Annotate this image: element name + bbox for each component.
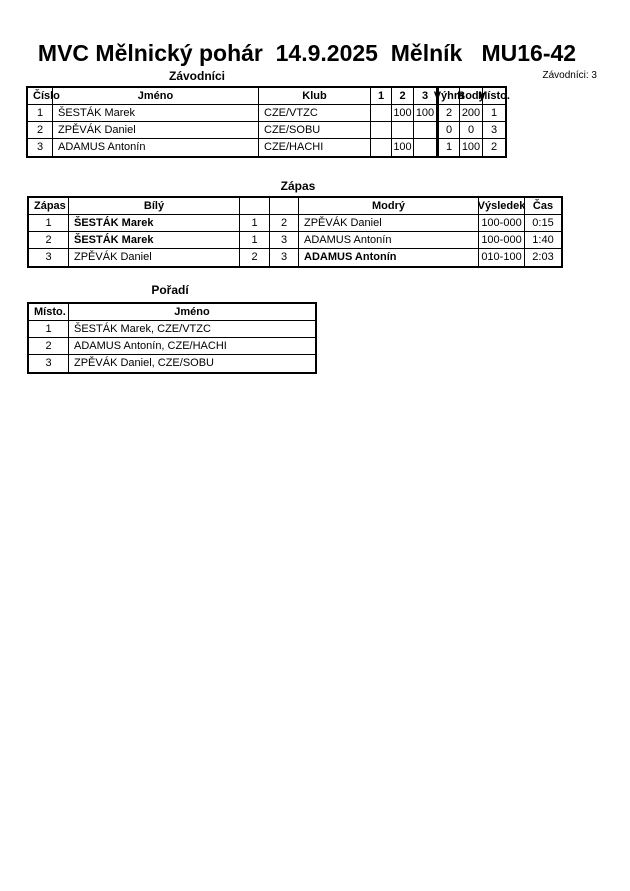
col-header-opp1: 1 [371,88,392,105]
match-result: 010-100 [479,249,525,266]
points: 200 [460,105,483,122]
result-vs-1 [371,105,392,122]
wins-count: 0 [436,122,460,139]
col-header-modry: Modrý [299,198,479,215]
rank-place: 2 [29,338,69,355]
competitors-table [26,86,510,158]
competitor-club: CZE/HACHI [259,139,371,156]
col-header-num2 [270,198,299,215]
rank-name: ŠESTÁK Marek, CZE/VTZC [69,321,315,338]
result-vs-3 [414,122,437,139]
rank-name: ZPĚVÁK Daniel, CZE/SOBU [74,357,214,369]
competitor-number: 1 [28,105,53,122]
competitor-club: CZE/SOBU [259,122,371,139]
white-player: ŠESTÁK Marek [69,232,240,249]
col-header-num1 [240,198,270,215]
col-header-vysledek: Výsledek [479,198,525,215]
rank-name: ADAMUS Antonín, CZE/HACHI [69,338,315,355]
blue-player: ADAMUS Antonín [299,249,479,266]
section-title-zapas: Zápas [280,179,316,193]
col-header-misto: Místo. [483,88,505,105]
result-vs-3 [414,139,437,156]
match-number: 3 [29,249,69,266]
competitor-name: ZPĚVÁK Daniel [53,122,259,139]
blue-number: 3 [270,232,299,249]
match-time: 2:03 [532,251,554,263]
col-header-opp2: 2 [392,88,414,105]
competitor-club: CZE/VTZC [259,105,371,122]
col-header-vyhra: Výhra [436,88,460,105]
col-header-cislo: Číslo [28,88,53,105]
wins-count: 1 [436,139,460,156]
white-player: ŠESTÁK Marek [69,215,240,232]
rank-place: 1 [29,321,69,338]
col-header-jmeno: Jméno [53,88,259,105]
match-time: 0:15 [525,215,561,232]
col-header-cas: Čas [525,198,561,215]
col-header-klub: Klub [259,88,371,105]
ranking-table [27,302,317,374]
section-title-poradi: Pořadí [151,283,189,297]
blue-player: ADAMUS Antonín [299,232,479,249]
matches-table [27,196,563,268]
result-vs-3: 100 [414,105,437,122]
section-title-zavodnici: Závodníci [168,69,225,83]
rank-place: 3 [29,355,69,372]
col-header-jmeno: Jméno [69,304,315,321]
points: 100 [460,139,483,156]
place: 1 [483,105,505,122]
place: 3 [483,122,505,139]
match-result: 100-000 [479,232,525,249]
match-number: 1 [29,215,69,232]
white-number: 2 [240,249,270,266]
col-header-opp3: 3 [414,88,437,105]
blue-number: 2 [270,215,299,232]
points: 0 [460,122,483,139]
match-number: 2 [29,232,69,249]
match-result: 100-000 [479,215,525,232]
col-header-body: Body [460,88,483,105]
result-vs-1 [371,139,392,156]
white-player: ZPĚVÁK Daniel [69,249,240,266]
competitor-name: ADAMUS Antonín [53,139,259,156]
place: 2 [490,141,498,153]
blue-number: 3 [270,249,299,266]
competitor-number: 2 [28,122,53,139]
match-time: 1:40 [525,232,561,249]
competitor-number: 3 [28,139,53,156]
result-vs-2: 100 [392,139,414,156]
blue-player: ZPĚVÁK Daniel [299,215,479,232]
col-header-zapas: Zápas [29,198,69,215]
result-vs-2 [392,122,414,139]
col-header-misto: Místo. [29,304,69,321]
white-number: 1 [240,232,270,249]
page-title: MVC Mělnický pohár 14.9.2025 Mělník MU16-42 [37,40,577,66]
competitors-count: Závodníci: 3 [542,70,597,81]
wins-count: 2 [436,105,460,122]
white-number: 1 [240,215,270,232]
competitor-name: ŠESTÁK Marek [53,105,259,122]
col-header-bily: Bílý [69,198,240,215]
result-vs-2: 100 [392,105,414,122]
result-vs-1 [371,122,392,139]
